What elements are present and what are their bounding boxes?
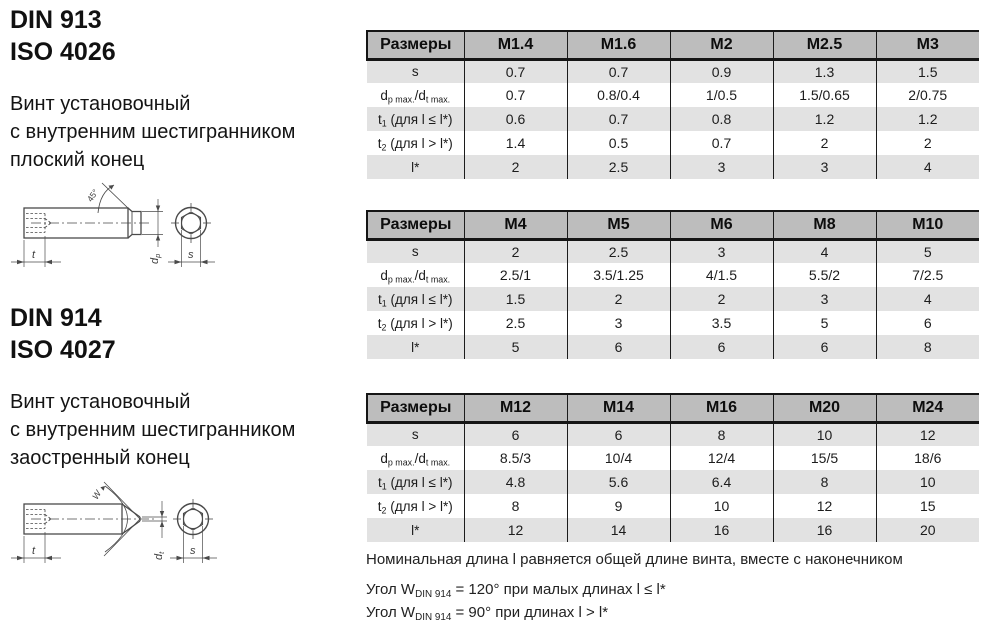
table-row: [367, 131, 979, 155]
value-cell: 1.5: [876, 59, 979, 83]
technical-drawing-flat-point: [5, 180, 240, 307]
value-cell: 15/5: [773, 446, 876, 470]
value-cell: 1.2: [876, 107, 979, 131]
note-angle-90: Угол $W_{DIN 914} = 90^\circ$ при длинах l > l*: [366, 604, 609, 623]
value-cell: 2.5: [567, 155, 670, 179]
dimension-table: [366, 393, 979, 542]
value-cell: 3: [773, 155, 876, 179]
table-row: [367, 107, 979, 131]
din-number: DIN 913: [10, 6, 102, 34]
value-cell: 10/4: [567, 446, 670, 470]
value-cell: 4: [773, 239, 876, 263]
value-cell: 6: [567, 335, 670, 359]
value-cell: 5: [773, 311, 876, 335]
table-row: [367, 494, 979, 518]
value-cell: 8.5/3: [464, 446, 567, 470]
value-cell: 9: [567, 494, 670, 518]
tip-diameter-label: dp: [149, 253, 162, 264]
value-cell: 2: [773, 131, 876, 155]
table-row: [367, 518, 979, 542]
note-angle-120: Угол $W_{DIN 914} = 120^\circ$ при малых длинах l ≤ l*: [366, 581, 666, 600]
dimension-table: [366, 210, 979, 359]
value-cell: 12: [464, 518, 567, 542]
table-row: [367, 422, 979, 446]
value-cell: 2: [567, 287, 670, 311]
value-cell: 16: [773, 518, 876, 542]
row-label: l*: [411, 159, 420, 175]
description-line: плоский конец: [10, 149, 145, 171]
value-cell: 4: [876, 155, 979, 179]
dimension-table: [366, 30, 979, 179]
value-cell: 2: [464, 155, 567, 179]
column-header-M2: M2: [670, 31, 773, 59]
table-header-sizes: Размеры: [367, 394, 464, 422]
dimension-table-m1_4-m3: [366, 30, 979, 179]
value-cell: 1.3: [773, 59, 876, 83]
value-cell: 0.7: [670, 131, 773, 155]
dimension-table-m12-m24: [366, 393, 979, 542]
value-cell: 0.5: [567, 131, 670, 155]
value-cell: 12: [773, 494, 876, 518]
column-header-M10: M10: [876, 211, 979, 239]
dimension-table-m4-m10: [366, 210, 979, 359]
column-header-M1.6: M1.6: [567, 31, 670, 59]
table-row: [367, 311, 979, 335]
value-cell: 6: [670, 335, 773, 359]
column-header-M8: M8: [773, 211, 876, 239]
value-cell: 12: [876, 422, 979, 446]
value-cell: 6.4: [670, 470, 773, 494]
value-cell: 15: [876, 494, 979, 518]
value-cell: 16: [670, 518, 773, 542]
iso-number: ISO 4026: [10, 38, 116, 66]
value-cell: 4.8: [464, 470, 567, 494]
value-cell: 18/6: [876, 446, 979, 470]
value-cell: 1.5: [464, 287, 567, 311]
socket-depth-label: t: [32, 249, 36, 261]
row-label: s: [411, 64, 419, 80]
column-header-M2.5: M2.5: [773, 31, 876, 59]
value-cell: 8: [670, 422, 773, 446]
value-cell: 4/1.5: [670, 263, 773, 287]
technical-drawing-cone-point: [5, 476, 240, 606]
value-cell: 0.8: [670, 107, 773, 131]
value-cell: 0.9: [670, 59, 773, 83]
column-header-M3: M3: [876, 31, 979, 59]
description-line: с внутренним шестигранником: [10, 419, 296, 441]
value-cell: 2: [670, 287, 773, 311]
table-header-sizes: Размеры: [367, 31, 464, 59]
table-row: [367, 239, 979, 263]
value-cell: 7/2.5: [876, 263, 979, 287]
value-cell: 1.4: [464, 131, 567, 155]
socket-depth-label: t: [32, 545, 36, 557]
table-row: [367, 335, 979, 359]
column-header-M1.4: M1.4: [464, 31, 567, 59]
value-cell: 5: [876, 239, 979, 263]
value-cell: 3: [567, 311, 670, 335]
value-cell: 0.7: [567, 107, 670, 131]
table-row: [367, 155, 979, 179]
description-line: заостренный конец: [10, 447, 190, 469]
value-cell: 2: [876, 131, 979, 155]
standard-title-din913: [10, 4, 116, 68]
column-header-M16: M16: [670, 394, 773, 422]
value-cell: 6: [876, 311, 979, 335]
row-label: s: [411, 244, 419, 260]
value-cell: 3: [670, 155, 773, 179]
row-label: $t_2$ (для l > l*): [377, 315, 453, 333]
column-header-M12: M12: [464, 394, 567, 422]
value-cell: 3.5/1.25: [567, 263, 670, 287]
row-label: l*: [411, 339, 420, 355]
description-din913: [10, 90, 295, 174]
value-cell: 1.2: [773, 107, 876, 131]
cone-angle-label: W: [90, 488, 104, 502]
row-label: $t_2$ (для l > l*): [377, 498, 453, 516]
value-cell: 6: [567, 422, 670, 446]
value-cell: 0.7: [567, 59, 670, 83]
value-cell: 8: [464, 494, 567, 518]
row-label: $t_1$ (для l ≤ l*): [378, 474, 453, 492]
row-label: $d_{p max.}/d_{t max.}$: [380, 267, 451, 285]
value-cell: 2/0.75: [876, 83, 979, 107]
value-cell: 10: [670, 494, 773, 518]
hex-size-label: s: [190, 545, 196, 557]
value-cell: 6: [464, 422, 567, 446]
table-row: [367, 287, 979, 311]
row-label: $t_1$ (для l ≤ l*): [378, 291, 453, 309]
column-header-M14: M14: [567, 394, 670, 422]
value-cell: 5.5/2: [773, 263, 876, 287]
column-header-M5: M5: [567, 211, 670, 239]
value-cell: 5: [464, 335, 567, 359]
value-cell: 2: [464, 239, 567, 263]
value-cell: 0.8/0.4: [567, 83, 670, 107]
chamfer-angle-label: 45°: [84, 187, 101, 204]
column-header-M20: M20: [773, 394, 876, 422]
value-cell: 2.5: [567, 239, 670, 263]
value-cell: 4: [876, 287, 979, 311]
value-cell: 20: [876, 518, 979, 542]
note-nominal-length: Номинальная длина l равняется общей длине винта, вместе с наконечником: [366, 551, 903, 568]
table-row: [367, 59, 979, 83]
row-label: l*: [411, 522, 420, 538]
value-cell: 8: [876, 335, 979, 359]
row-label: $d_{p max.}/d_{t max.}$: [380, 87, 451, 105]
value-cell: 3: [773, 287, 876, 311]
table-row: [367, 83, 979, 107]
table-row: [367, 263, 979, 287]
column-header-M24: M24: [876, 394, 979, 422]
value-cell: 0.6: [464, 107, 567, 131]
standard-title-din914: [10, 302, 116, 366]
row-label: $d_{p max.}/d_{t max.}$: [380, 450, 451, 468]
table-row: [367, 470, 979, 494]
tip-diameter-label: dt: [153, 551, 166, 560]
column-header-M6: M6: [670, 211, 773, 239]
value-cell: 3.5: [670, 311, 773, 335]
description-line: Винт установочный: [10, 93, 191, 115]
row-label: s: [411, 427, 419, 443]
description-din914: [10, 388, 295, 472]
column-header-M4: M4: [464, 211, 567, 239]
value-cell: 1.5/0.65: [773, 83, 876, 107]
row-label: $t_1$ (для l ≤ l*): [378, 111, 453, 129]
value-cell: 3: [670, 239, 773, 263]
value-cell: 14: [567, 518, 670, 542]
value-cell: 10: [876, 470, 979, 494]
value-cell: 6: [773, 335, 876, 359]
iso-number: ISO 4027: [10, 336, 116, 364]
table-row: [367, 446, 979, 470]
table-header-sizes: Размеры: [367, 211, 464, 239]
value-cell: 0.7: [464, 83, 567, 107]
value-cell: 12/4: [670, 446, 773, 470]
value-cell: 5.6: [567, 470, 670, 494]
arrowhead: [109, 185, 115, 190]
description-line: Винт установочный: [10, 391, 191, 413]
row-label: $t_2$ (для l > l*): [377, 135, 453, 153]
value-cell: 2.5/1: [464, 263, 567, 287]
value-cell: 10: [773, 422, 876, 446]
hex-size-label: s: [188, 249, 194, 261]
din-number: DIN 914: [10, 304, 102, 332]
value-cell: 1/0.5: [670, 83, 773, 107]
value-cell: 2.5: [464, 311, 567, 335]
description-line: с внутренним шестигранником: [10, 121, 296, 143]
value-cell: 8: [773, 470, 876, 494]
value-cell: 0.7: [464, 59, 567, 83]
